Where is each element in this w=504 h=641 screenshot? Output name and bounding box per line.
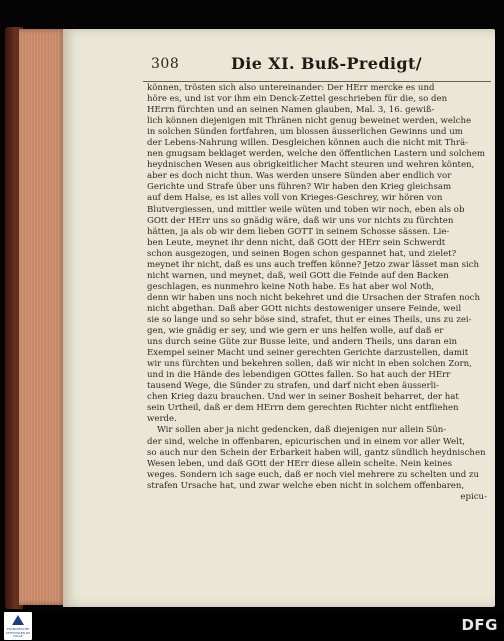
text-line: nen gnugsam beklaget werden, welche den öffentlichen Lastern und solchem <box>147 149 486 160</box>
text-line: gen, wie gnädig er sey, und wie gern er uns helfen wolle, auf daß er <box>147 326 444 337</box>
running-title: Die XI. Buß-Predigt/ <box>231 54 423 73</box>
text-line: ben Leute, meynet ihr denn nicht, daß GOtt der HErr sein Schwerdt <box>147 237 446 248</box>
header-rule <box>143 81 491 82</box>
text-line: uns durch seine Güte zur Busse leite, und andern Theils, uns daran ein <box>147 337 458 348</box>
text-line: lich können diejenigen mit Thränen nicht genug beweinet werden, welche <box>147 116 472 127</box>
text-line: der Lebens-Nahrung willen. Desgleichen können auch die nicht mit Thrä- <box>147 138 469 149</box>
text-line: Wir sollen aber ja nicht gedencken, daß diejenigen nur allein Sün- <box>157 425 447 436</box>
text-line: GOtt der HErr uns so gnädig wäre, daß wir uns vor nichts zu fürchten <box>147 215 454 226</box>
book-page <box>63 29 495 607</box>
text-line: strafen Ursache hat, und zwar welche eben nicht in solchem offenbaren, <box>147 480 465 491</box>
page-body-text <box>147 83 491 503</box>
text-line: und in die Hände des lebendigen GOttes fallen. So hat auch der HErr <box>147 370 451 381</box>
text-line: HErrn fürchten und an seinen Namen glauben, Mal. 3, 16. gewiß- <box>147 105 435 116</box>
text-line: höre es, und ist vor ihm ein Denck-Zettel geschrieben für die, so den <box>147 94 448 105</box>
institution-logo[interactable] <box>4 612 32 640</box>
page-header <box>63 56 495 80</box>
text-line: können, trösten sich also untereinander: Der HErr mercke es und <box>147 83 435 93</box>
text-line: sie so lange und so sehr böse sind, strafet, thut er eines Theils, uns zu zei- <box>147 314 472 325</box>
logo-emblem-icon <box>12 615 24 625</box>
book-scan <box>5 27 499 609</box>
viewer-footer <box>0 611 504 641</box>
text-line: wir uns fürchten und bekehren sollen, daß wir nicht in eben solchen Zorn, <box>147 359 472 370</box>
text-line: so auch nur den Schein der Erbarkeit haben will, gantz sündlich heydnischen <box>147 447 486 458</box>
catchword-row <box>147 492 491 503</box>
text-line: Wesen leben, und daß GOtt der HErr diese allein schelte. Nein keines <box>147 458 453 469</box>
text-line: weges. Sondern ich sage euch, daß er noch viel mehrere zu schelten und zu <box>147 469 479 480</box>
text-line: chen Krieg dazu brauchen. Und wer in seiner Bosheit beharret, der hat <box>147 392 459 403</box>
text-line: schon ausgezogen, und seinen Bogen schon gespannet hat, und zielet? <box>147 248 457 259</box>
text-line: sein Urtheil, daß er dem HErrn dem gerechten Richter nicht entfliehen <box>147 403 459 414</box>
text-line: auf dem Halse, es ist alles voll von Krieges-Geschrey, wir hören von <box>147 193 443 204</box>
text-line: der sind, welche in offenbaren, epicurischen und in einem vor aller Welt, <box>147 436 466 447</box>
page-stack-edge <box>19 29 67 605</box>
text-line: tausend Wege, die Sünder zu strafen, und darf nicht eben äusserli- <box>147 381 440 392</box>
text-line: denn wir haben uns noch nicht bekehret und die Ursachen der Strafen noch <box>147 292 480 303</box>
text-line: heydnischen Wesen aus obrigkeitlicher Macht steuren und wehren könten, <box>147 160 475 171</box>
text-line: in solchen Sünden fortfahren, um blossen äusserlichen Gewinns und um <box>147 127 463 138</box>
text-line: nicht abgethan. Daß aber GOtt nichts destoweniger unsere Feinde, weil <box>147 303 462 314</box>
text-line: hätten, ja als ob wir dem lieben GOTT in seinem Schosse sässen. Lie- <box>147 226 450 237</box>
text-line: meynet ihr nicht, daß es uns auch treffen könne? Jetzo zwar lässet man sich <box>147 259 480 270</box>
dfg-logo[interactable]: DFG <box>461 616 498 634</box>
text-line: aber es doch nicht thun. Was werden unsere Sünden aber endlich vor <box>147 171 452 182</box>
text-line: Blutvergiessen, und mittler weile wüten und toben wir noch, eben als ob <box>147 204 465 215</box>
logo-text: FRANCKESCHE STIFTUNGEN ZU HALLE <box>5 627 31 638</box>
catchword: epicu- <box>460 491 487 502</box>
page-number: 308 <box>151 56 180 72</box>
text-line: nicht warnen, und meynet, daß, weil GOtt die Feinde auf den Backen <box>147 270 449 281</box>
text-line: werde. <box>147 414 177 425</box>
text-line: Exempel seiner Macht und seiner gerechten Gerichte darzustellen, damit <box>147 348 469 359</box>
text-line: Gerichte und Strafe über uns führen? Wir haben den Krieg gleichsam <box>147 182 452 193</box>
text-line: geschlagen, es nunmehro keine Noth habe. Es hat aber wol Noth, <box>147 281 435 292</box>
